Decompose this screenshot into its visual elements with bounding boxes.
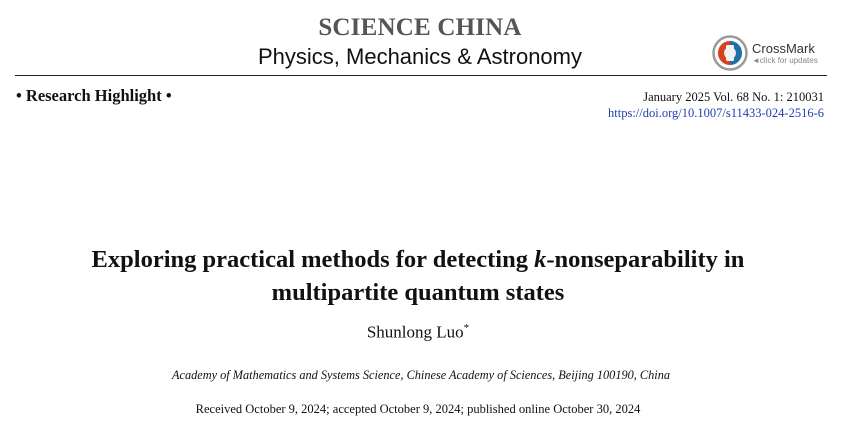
- crossmark-label: CrossMark: [752, 40, 815, 56]
- doi-link[interactable]: https://doi.org/10.1007/s11433-024-2516-6: [608, 106, 824, 120]
- author-name: Shunlong Luo: [366, 322, 464, 342]
- author: [0, 322, 836, 343]
- author-mark: *: [463, 322, 470, 334]
- crossmark-icon: [712, 35, 748, 71]
- affiliation: Academy of Mathematics and Systems Science, Chinese Academy of Sciences, Beijing 100190, China: [171, 368, 670, 382]
- issue-info: January 2025 Vol. 68 No. 1: 210031: [643, 90, 824, 104]
- publication-dates: Received October 9, 2024; accepted October 9, 2024; published online October 30, 2024: [195, 402, 641, 416]
- header-divider: [15, 75, 827, 76]
- article-title-line-2: multipartite quantum states: [271, 279, 565, 306]
- crossmark-button[interactable]: [712, 33, 827, 73]
- article-title-line-1: [0, 243, 836, 276]
- journal-title: SCIENCE CHINA: [318, 14, 522, 41]
- article-title: [0, 243, 836, 309]
- crossmark-sublabel: ◄click for updates: [752, 55, 818, 65]
- journal-subtitle: Physics, Mechanics & Astronomy: [257, 44, 582, 69]
- article-title-part-1: Exploring practical methods for detecting: [91, 246, 535, 273]
- article-title-part-2: -nonseparability in: [546, 246, 745, 273]
- section-label: • Research Highlight •: [16, 86, 172, 105]
- article-title-italic: k: [534, 246, 547, 273]
